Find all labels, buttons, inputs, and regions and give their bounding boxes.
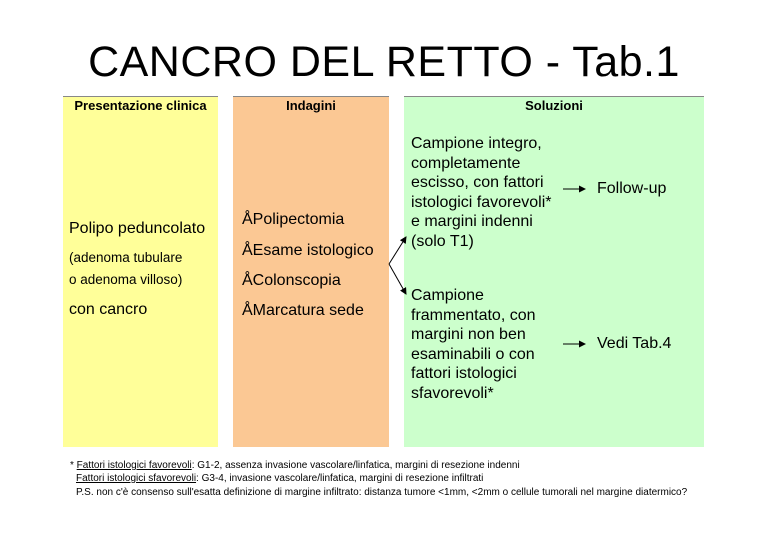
soluzione-case2-text [411, 286, 536, 403]
soluzione-line: escisso, con fattori [411, 174, 544, 191]
footnote-sfavorevoli [76, 473, 483, 484]
indagini-item: ÅColonscopia [242, 272, 341, 289]
soluzione-line: (solo T1) [411, 232, 474, 250]
header-divider [233, 96, 389, 97]
soluzione-line: frammentato, con [411, 306, 536, 324]
presentazione-line: (adenoma tubulare [69, 250, 183, 265]
footnote-label: Fattori istologici favorevoli [76, 460, 192, 471]
soluzione-line: fattori istologici [411, 365, 517, 382]
header-divider [404, 96, 704, 97]
footnote-ps: P.S. non c'è consenso sull'esatta definizione di margine infiltrato: distanza tumore <1mm, <2mm o cellule tumorali nel margine diatermico? [76, 487, 688, 498]
soluzione-line: Campione integro, [411, 135, 542, 152]
slide-title: CANCRO DEL RETTO - Tab.1 [88, 38, 680, 86]
vedi-tab4-result: Vedi Tab.4 [597, 335, 672, 352]
footnote-favorevoli [70, 460, 520, 471]
presentazione-line: o adenoma villoso) [69, 272, 183, 287]
indagini-item: ÅPolipectomia [242, 211, 345, 228]
indagini-item: ÅEsame istologico [242, 242, 374, 259]
soluzione-case1-text [411, 134, 552, 251]
footnote-text: : G1-2, assenza invasione vascolare/linfatica, margini di resezione indenni [191, 460, 520, 471]
soluzione-line: e margini indenni [411, 213, 533, 230]
soluzione-line: Campione [411, 287, 484, 304]
soluzioni-header: Soluzioni [525, 98, 583, 113]
presentazione-header: Presentazione clinica [74, 98, 207, 113]
soluzione-line: istologici favorevoli* [411, 193, 552, 211]
footnote-text: : G3-4, invasione vascolare/linfatica, margini di resezione infiltrati [196, 473, 484, 484]
follow-up-result: Follow-up [597, 180, 667, 197]
soluzione-line: sfavorevoli* [411, 384, 494, 402]
header-divider [63, 96, 218, 97]
footnote-label: Fattori istologici sfavorevoli [76, 473, 197, 484]
soluzione-line: esaminabili o con [411, 345, 535, 363]
footnote-asterisk: * [70, 460, 77, 471]
presentazione-line: Polipo peduncolato [69, 220, 206, 237]
presentazione-line: con cancro [69, 301, 148, 318]
indagini-header: Indagini [286, 98, 336, 113]
soluzione-line: completamente [411, 154, 521, 172]
soluzione-line: margini non ben [411, 326, 526, 343]
indagini-item: ÅMarcatura sede [242, 302, 364, 319]
